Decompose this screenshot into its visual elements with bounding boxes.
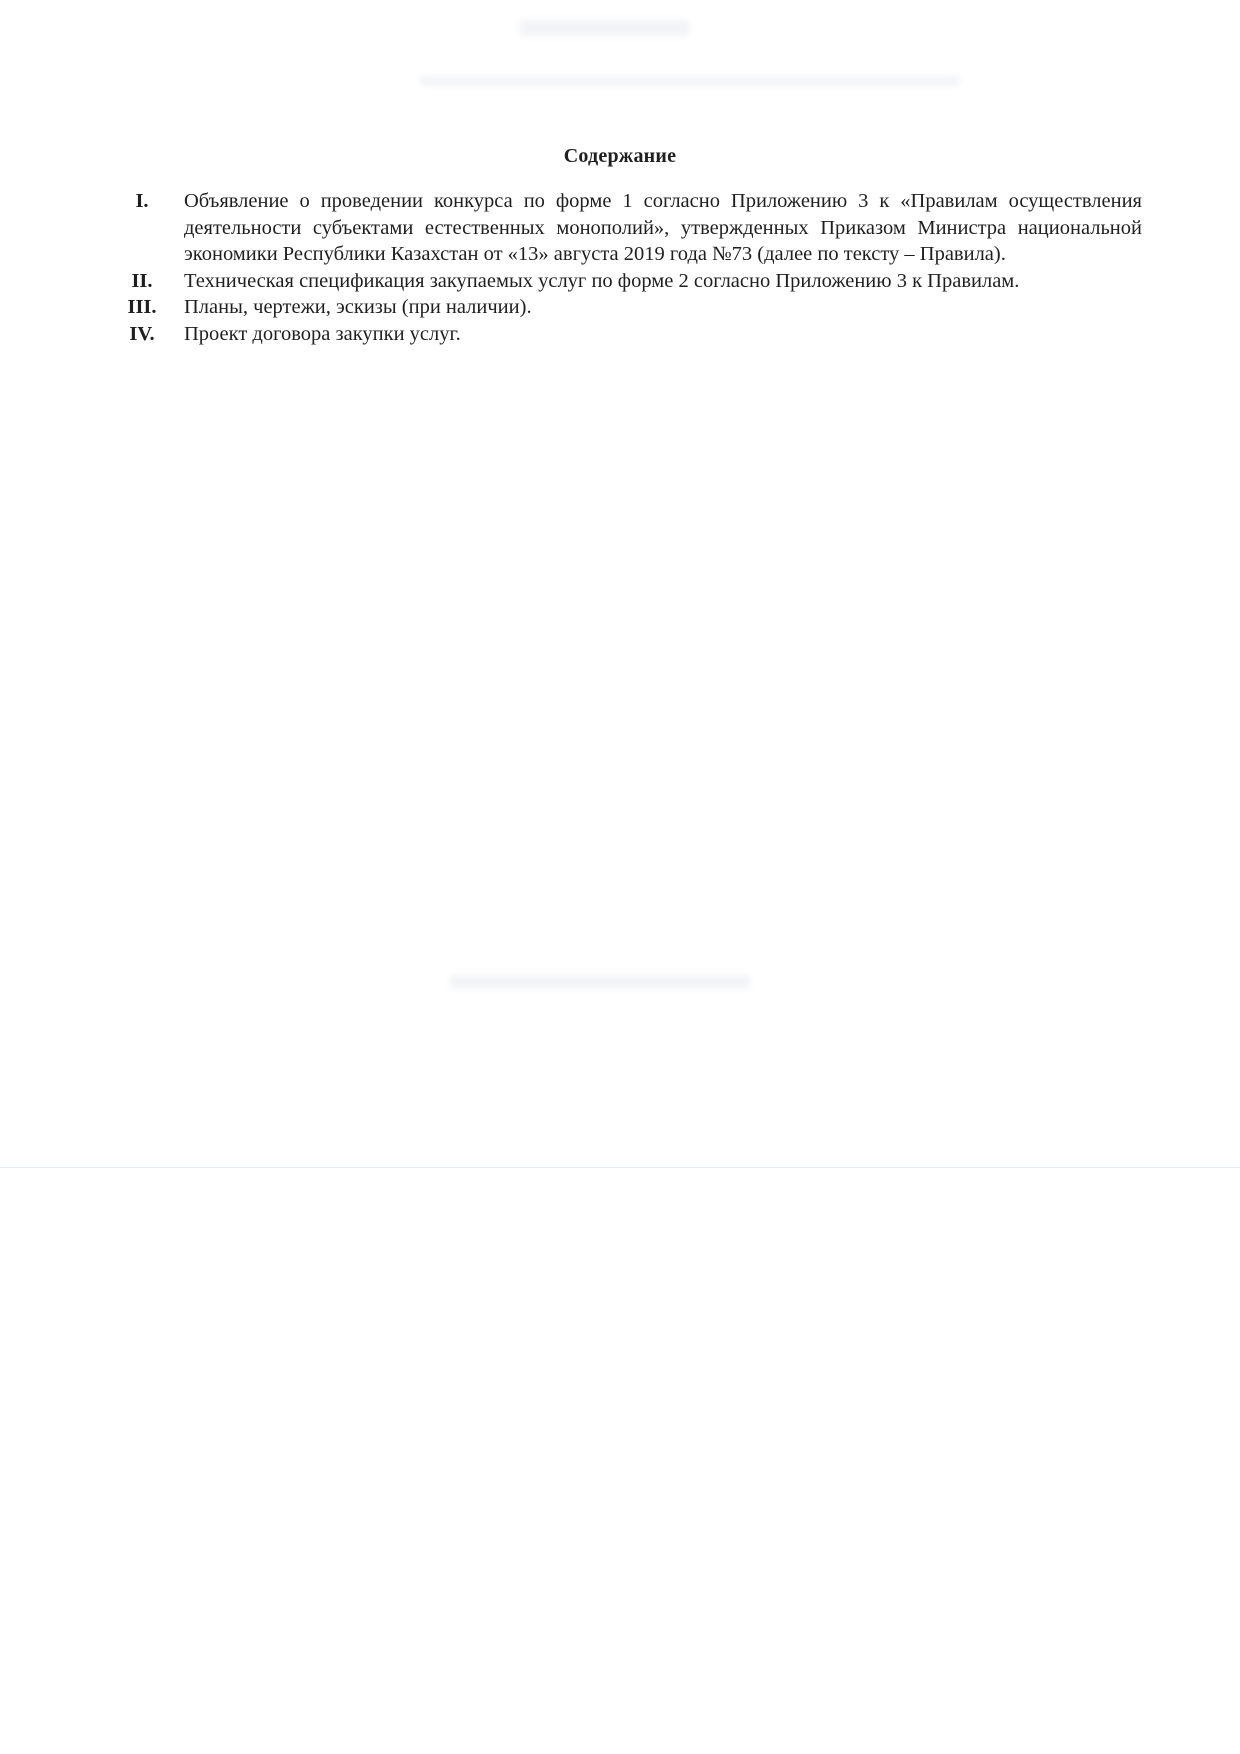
scan-artifact-top [520,20,690,36]
scan-artifact-middle [450,975,750,989]
toc-item [100,294,1150,321]
toc-item [100,268,1150,295]
toc-item-text: Проект договора закупки услуг. [184,322,461,345]
toc-item-number: II. [131,269,153,292]
scan-fold-line [0,1167,1240,1168]
scan-artifact-header [420,76,960,86]
toc-item [100,321,1150,348]
page-title: Содержание [563,145,677,168]
toc-item-text: Планы, чертежи, эскизы (при наличии). [184,296,532,318]
table-of-contents [100,188,1150,347]
toc-item-number: III. [127,296,157,318]
toc-item-number: IV. [129,322,155,345]
toc-item-text: Техническая спецификация закупаемых услуг по форме 2 согласно Приложению 3 к Правилам. [184,269,1020,292]
toc-item [100,188,1150,268]
toc-item-number: I. [135,190,149,212]
toc-item-text: Объявление о проведении конкурса по форме 1 согласно Приложению 3 к «Правилам осуществления деятельности субъектами естественных монополий», утвержденных Приказом Министра национальной экономики Республики Казахстан от «13» августа 2019 года №73 (далее по тексту – Правила). [184,190,1142,265]
